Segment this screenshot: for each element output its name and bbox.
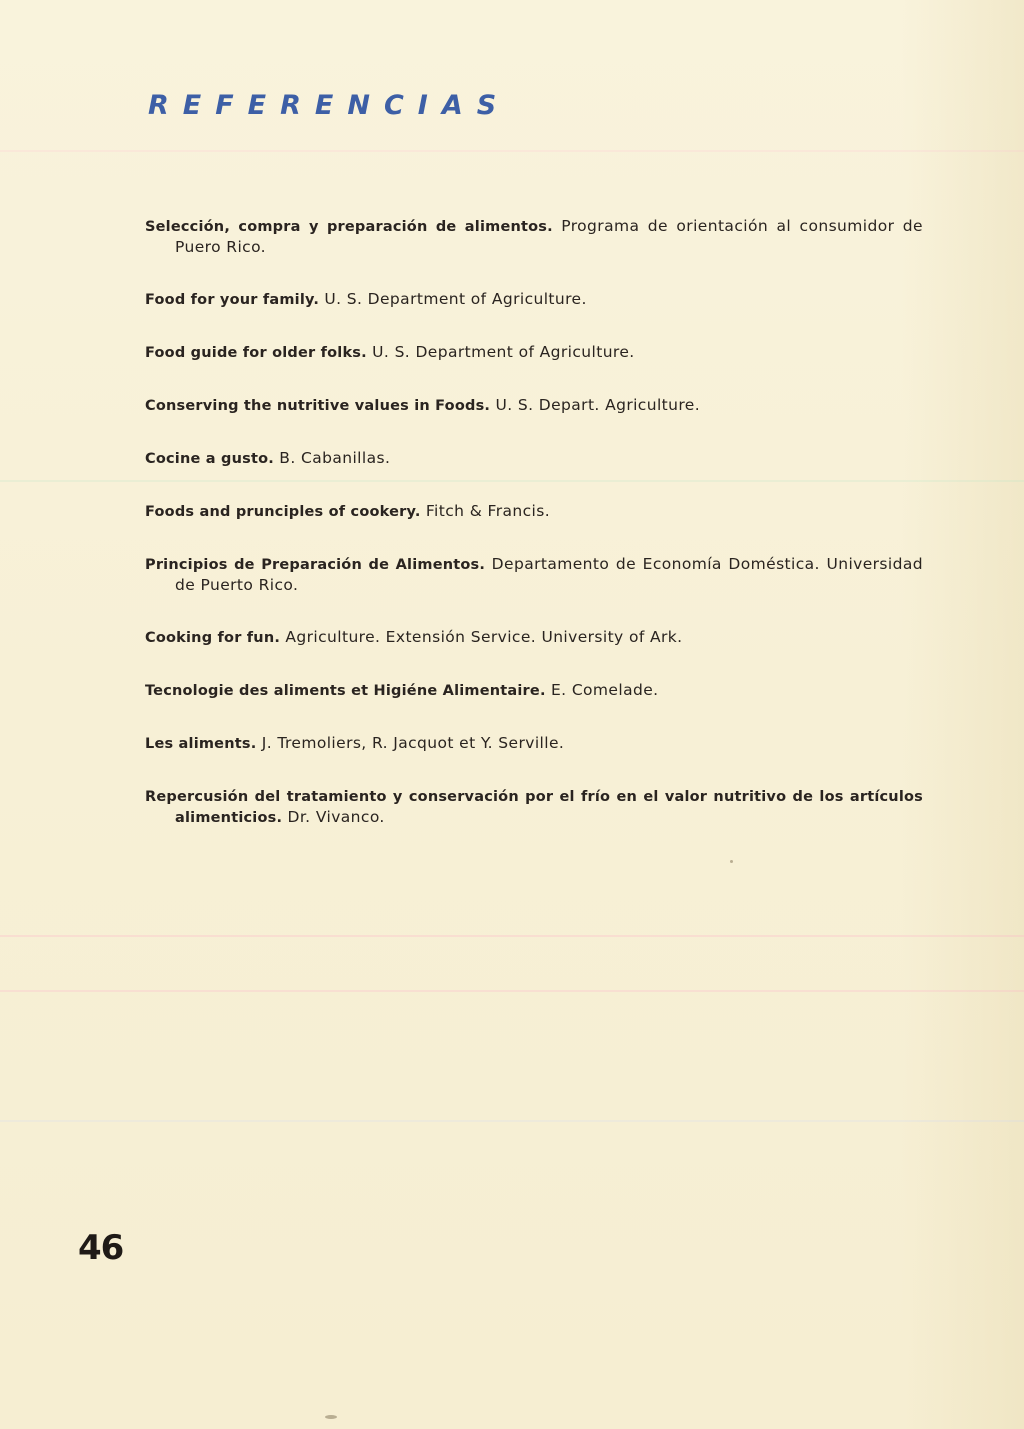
- reference-item: [145, 289, 923, 310]
- references-list: [145, 216, 923, 860]
- reference-item: [145, 786, 923, 828]
- reference-title: Selección, compra y preparación de alimentos.: [145, 219, 553, 235]
- reference-item: [145, 448, 923, 469]
- scan-artifact: [0, 935, 1024, 937]
- reference-source: Agriculture. Extensión Service. University of Ark.: [280, 628, 683, 646]
- scan-artifact: [0, 990, 1024, 992]
- reference-title: Cocine a gusto.: [145, 451, 274, 467]
- reference-title: Cooking for fun.: [145, 630, 281, 646]
- reference-source: Departamento de Economía Doméstica. Universidad de Puerto Rico.: [175, 555, 923, 594]
- reference-item: [145, 395, 923, 416]
- reference-title: Foods and prunciples of cookery.: [145, 504, 421, 520]
- reference-item: [145, 627, 923, 648]
- reference-title: Food for your family.: [145, 292, 320, 308]
- reference-item: [145, 733, 923, 754]
- reference-source: B. Cabanillas.: [273, 449, 391, 467]
- reference-title: Repercusión del tratamiento y conservación por el frío en el valor nutritivo de los artículos alimenticios.: [145, 789, 923, 826]
- reference-title: Tecnologie des aliments et Higiéne Alimentaire.: [145, 683, 546, 699]
- reference-source: Fitch & Francis.: [420, 502, 551, 520]
- reference-item: [145, 342, 923, 363]
- scan-artifact: [0, 150, 1024, 152]
- page-number: 46: [78, 1228, 124, 1268]
- reference-title: Les aliments.: [145, 736, 257, 752]
- scan-artifact: [0, 1120, 1024, 1122]
- reference-source: U. S. Depart. Agriculture.: [490, 396, 701, 414]
- reference-source: E. Comelade.: [545, 681, 659, 699]
- reference-source: J. Tremoliers, R. Jacquot et Y. Serville.: [256, 734, 565, 752]
- reference-source: U. S. Department of Agriculture.: [366, 343, 635, 361]
- reference-title: Conserving the nutritive values in Foods.: [145, 398, 491, 414]
- paper-speck: [325, 1415, 337, 1419]
- reference-source: U. S. Department of Agriculture.: [319, 290, 587, 308]
- reference-source: Programa de orientación al consumidor de Puero Rico.: [175, 217, 923, 256]
- reference-title: Food guide for older folks.: [145, 345, 367, 361]
- reference-source: Dr. Vivanco.: [282, 808, 385, 826]
- paper-speck: [730, 860, 733, 863]
- reference-title: Principios de Preparación de Alimentos.: [145, 557, 486, 573]
- reference-item: [145, 216, 923, 257]
- reference-item: [145, 680, 923, 701]
- page-title: REFERENCIAS: [148, 90, 511, 121]
- reference-item: [145, 554, 923, 595]
- reference-item: [145, 501, 923, 522]
